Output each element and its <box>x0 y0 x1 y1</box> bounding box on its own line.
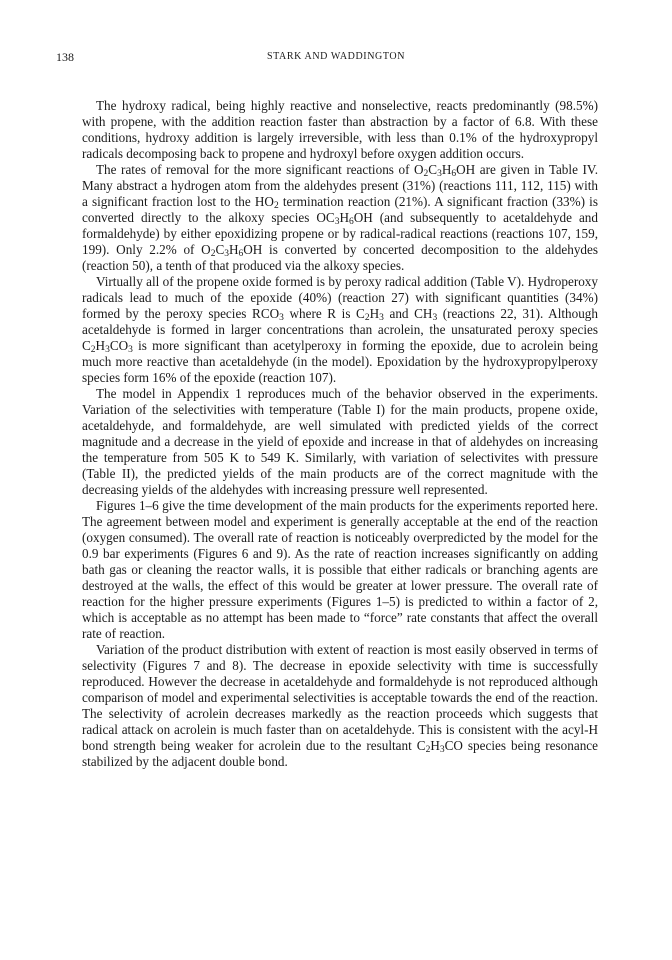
subscript: 3 <box>439 745 445 755</box>
paragraph: The hydroxy radical, being highly reactive and nonselective, reacts predominantly (98.5%) with propene, with the addition reaction faster than abstraction by a factor of 6.8. With these conditions, hydroxy addition is largely irreversible, with less than 0.1% of the hydroxypropyl radicals decomposing back to propene and hydroxyl before oxygen addition occurs. <box>82 98 598 161</box>
paragraph: The model in Appendix 1 reproduces much of the behavior observed in the experiments. Variation of the selectivities with temperature (Table I) for the main products, propene oxide, acetaldehyde, and formaldehyde, are well simulated with predicted yields of the correct magnitude and a decrease in the yield of epoxide and increase in that of aldehydes on increasing the temperature from 505 K to 549 K. Similarly, with variation of selectivites with pressure (Table II), the predicted yields of the main products are of the correct magnitude with the decreasing yields of the aldehydes with increasing pressure well represented. <box>82 386 598 497</box>
subscript: 2 <box>210 249 216 259</box>
running-head: STARK AND WADDINGTON <box>266 51 406 62</box>
subscript: 3 <box>432 313 438 323</box>
paragraph: Variation of the product distribution with extent of reaction is most easily observed in terms of selectivity (Figures 7 and 8). The decrease in epoxide selectivity with time is successfully reproduced. However the decrease in acetaldehyde and formaldehyde is not reproduced although comparison of model and experimental selectivities is acceptable towards the end of the reaction. The selectivity of acrolein decreases markedly as the reaction proceeds which suggests that radical attack on acrolein is much faster than on acetaldehyde. This is consistent with the acyl-H bond strength being weaker for acrolein due to the resultant $C_2H_3CO$ species being resonance stabilized by the adjacent double bond. <box>82 642 598 769</box>
body-text <box>82 98 598 770</box>
paragraph: The rates of removal for the more significant reactions of $O_2C_3H_6OH$ are given in Table IV. Many abstract a hydrogen atom from the aldehydes present (31%) (reactions 111, 112, 115) with a significant fraction lost to the $HO_2$ termination reaction (21%). A significant fraction (33%) is converted directly to the alkoxy species $OC_3H_6OH$ (and subsequently to acetaldehyde and formaldehyde) by either epoxidizing propene or by radical-radical reactions (reactions 107, 159, 199). Only 2.2% of $O_2C_3H_6OH$ is converted by concerted decomposition to the aldehydes (reaction 50), a tenth of that produced via the alkoxy species. <box>82 162 598 273</box>
paragraph: Virtually all of the propene oxide formed is by peroxy radical addition (Table V). Hydroperoxy radicals lead to much of the epoxide (40%) (reaction 27) with significant quantities (34%) formed by the peroxy species $RCO_3$ where R is $C_2H_3$ and $CH_3$ (reactions 22, 31). Although acetaldehyde is formed in larger concentrations than acrolein, the unsaturated peroxy species $C_2H_3CO_3$ is more significant than acetylperoxy in forming the epoxide, due to acrolein being much more reactive than acetaldehyde (in the model). Epoxidation by the hydroxypropylperoxy species form 16% of the epoxide (reaction 107). <box>82 274 598 385</box>
subscript: 6 <box>238 249 244 259</box>
subscript: 3 <box>334 217 340 227</box>
subscript: 3 <box>224 249 229 259</box>
subscript: 2 <box>423 169 429 179</box>
subscript: 6 <box>348 217 354 227</box>
subscript: 3 <box>128 345 133 355</box>
subscript: 3 <box>279 313 284 323</box>
page-header <box>56 50 616 66</box>
subscript: 3 <box>105 345 110 355</box>
paragraph: Figures 1–6 give the time development of the main products for the experiments reported here. The agreement between model and experiment is generally acceptable at the end of the reaction (oxygen consumed). The overall rate of reaction is noticeably overpredicted by the model for the 0.9 bar experiments (Figures 6 and 9). As the rate of reaction increases significantly on adding bath gas or cleaning the reactor walls, it is possible that either radicals or branching agents are destroyed at the walls, the effect of this would be greater at lower pressure. The overall rate of reaction for the higher pressure experiments (Figures 1–5) is predicted to within a factor of 2, which is acceptable as no attempt has been made to “force” rate constants that affect the overall rate of reaction. <box>82 498 598 641</box>
subscript: 2 <box>425 745 431 755</box>
page-number: 138 <box>56 50 74 64</box>
subscript: 3 <box>379 313 384 323</box>
subscript: 2 <box>90 345 96 355</box>
subscript: 2 <box>273 201 279 211</box>
subscript: 6 <box>451 169 457 179</box>
subscript: 3 <box>437 169 442 179</box>
subscript: 2 <box>364 313 370 323</box>
